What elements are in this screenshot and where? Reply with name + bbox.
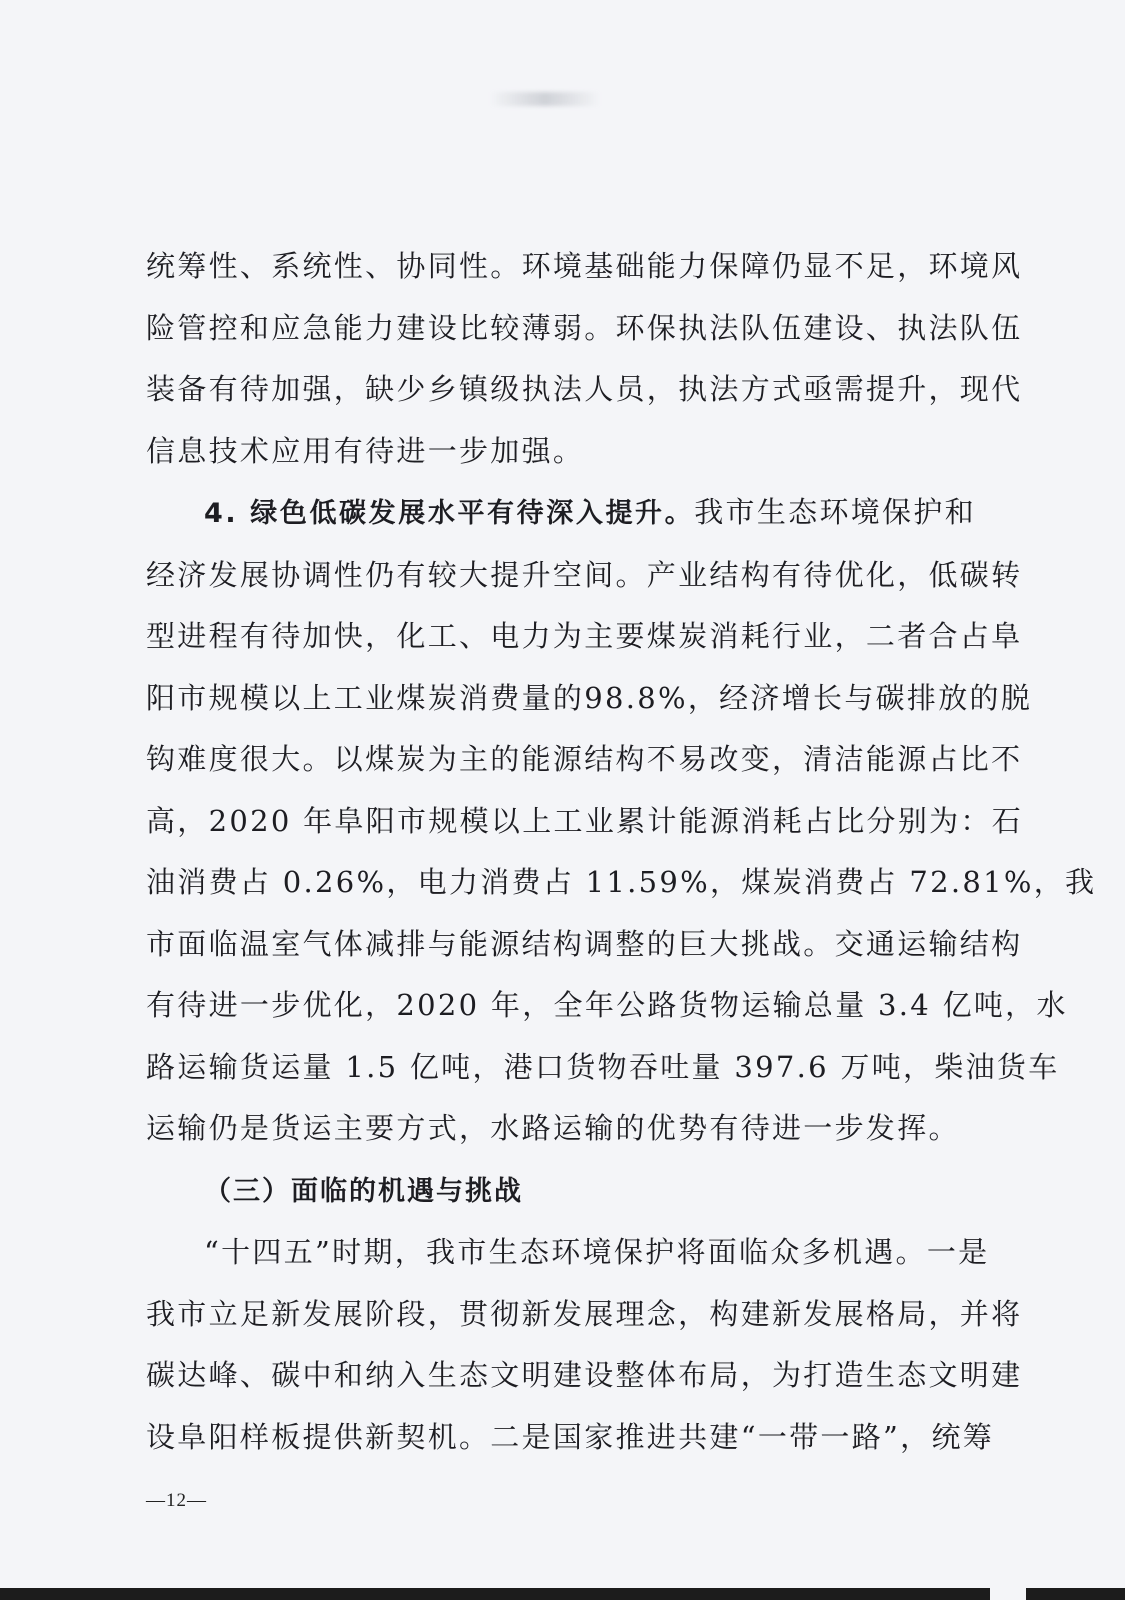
text-line: 经济发展协调性仍有较大提升空间。产业结构有待优化，低碳转	[146, 557, 1023, 592]
text-line: 碳达峰、碳中和纳入生态文明建设整体布局，为打造生态文明建	[146, 1358, 1023, 1392]
heading-line-rest: 我市生态环境保护和	[694, 495, 976, 529]
text-line: 险管控和应急能力建设比较薄弱。环保执法队伍建设、执法队伍	[146, 310, 1023, 345]
section-subheading-opportunities: （三）面临的机遇与挑战	[204, 1175, 523, 1207]
text-line: 运输仍是货运主要方式，水路运输的优势有待进一步发挥。	[146, 1111, 960, 1145]
text-line: 路运输货运量 1.5 亿吨，港口货物吞吐量 397.6 万吨，柴油货车	[146, 1049, 1060, 1084]
text-line: 我市立足新发展阶段，贯彻新发展理念，构建新发展格局，并将	[146, 1296, 1023, 1331]
text-line: 有待进一步优化，2020 年，全年公路货物运输总量 3.4 亿吨，水	[146, 988, 1068, 1022]
text-line: 型进程有待加快，化工、电力为主要煤炭消耗行业，二者合占阜	[146, 619, 1023, 653]
text-line	[146, 1160, 982, 1223]
text-line: 钩难度很大。以煤炭为主的能源结构不易改变，清洁能源占比不	[146, 742, 1023, 776]
text-line: 阳市规模以上工业煤炭消费量的98.8%，经济增长与碳排放的脱	[146, 680, 1033, 715]
scan-edge-notch	[990, 1588, 1026, 1600]
text-line	[146, 482, 982, 545]
text-line: 信息技术应用有待进一步加强。	[146, 433, 585, 468]
text-line: 市面临温室气体减排与能源结构调整的巨大挑战。交通运输结构	[146, 926, 1023, 961]
scan-artifact	[490, 92, 600, 106]
text-line: 高，2020 年阜阳市规模以上工业累计能源消耗占比分别为：石	[146, 803, 1024, 838]
scan-bottom-edge	[0, 1588, 1125, 1600]
body-text	[146, 236, 1097, 1468]
text-line: 装备有待加强，缺少乡镇级执法人员，执法方式亟需提升，现代	[146, 372, 1023, 406]
section-heading-green-low-carbon: 4. 绿色低碳发展水平有待深入提升。	[204, 498, 695, 529]
text-line: 设阜阳样板提供新契机。二是国家推进共建“一带一路”，统筹	[146, 1419, 995, 1454]
text-line: 统筹性、系统性、协同性。环境基础能力保障仍显不足，环境风	[146, 249, 1023, 283]
text-line: “十四五”时期，我市生态环境保护将面临众多机遇。一是	[204, 1235, 990, 1269]
text-line: 油消费占 0.26%，电力消费占 11.59%，煤炭消费占 72.81%，我	[146, 865, 1097, 899]
page-number: —12—	[146, 1490, 207, 1511]
